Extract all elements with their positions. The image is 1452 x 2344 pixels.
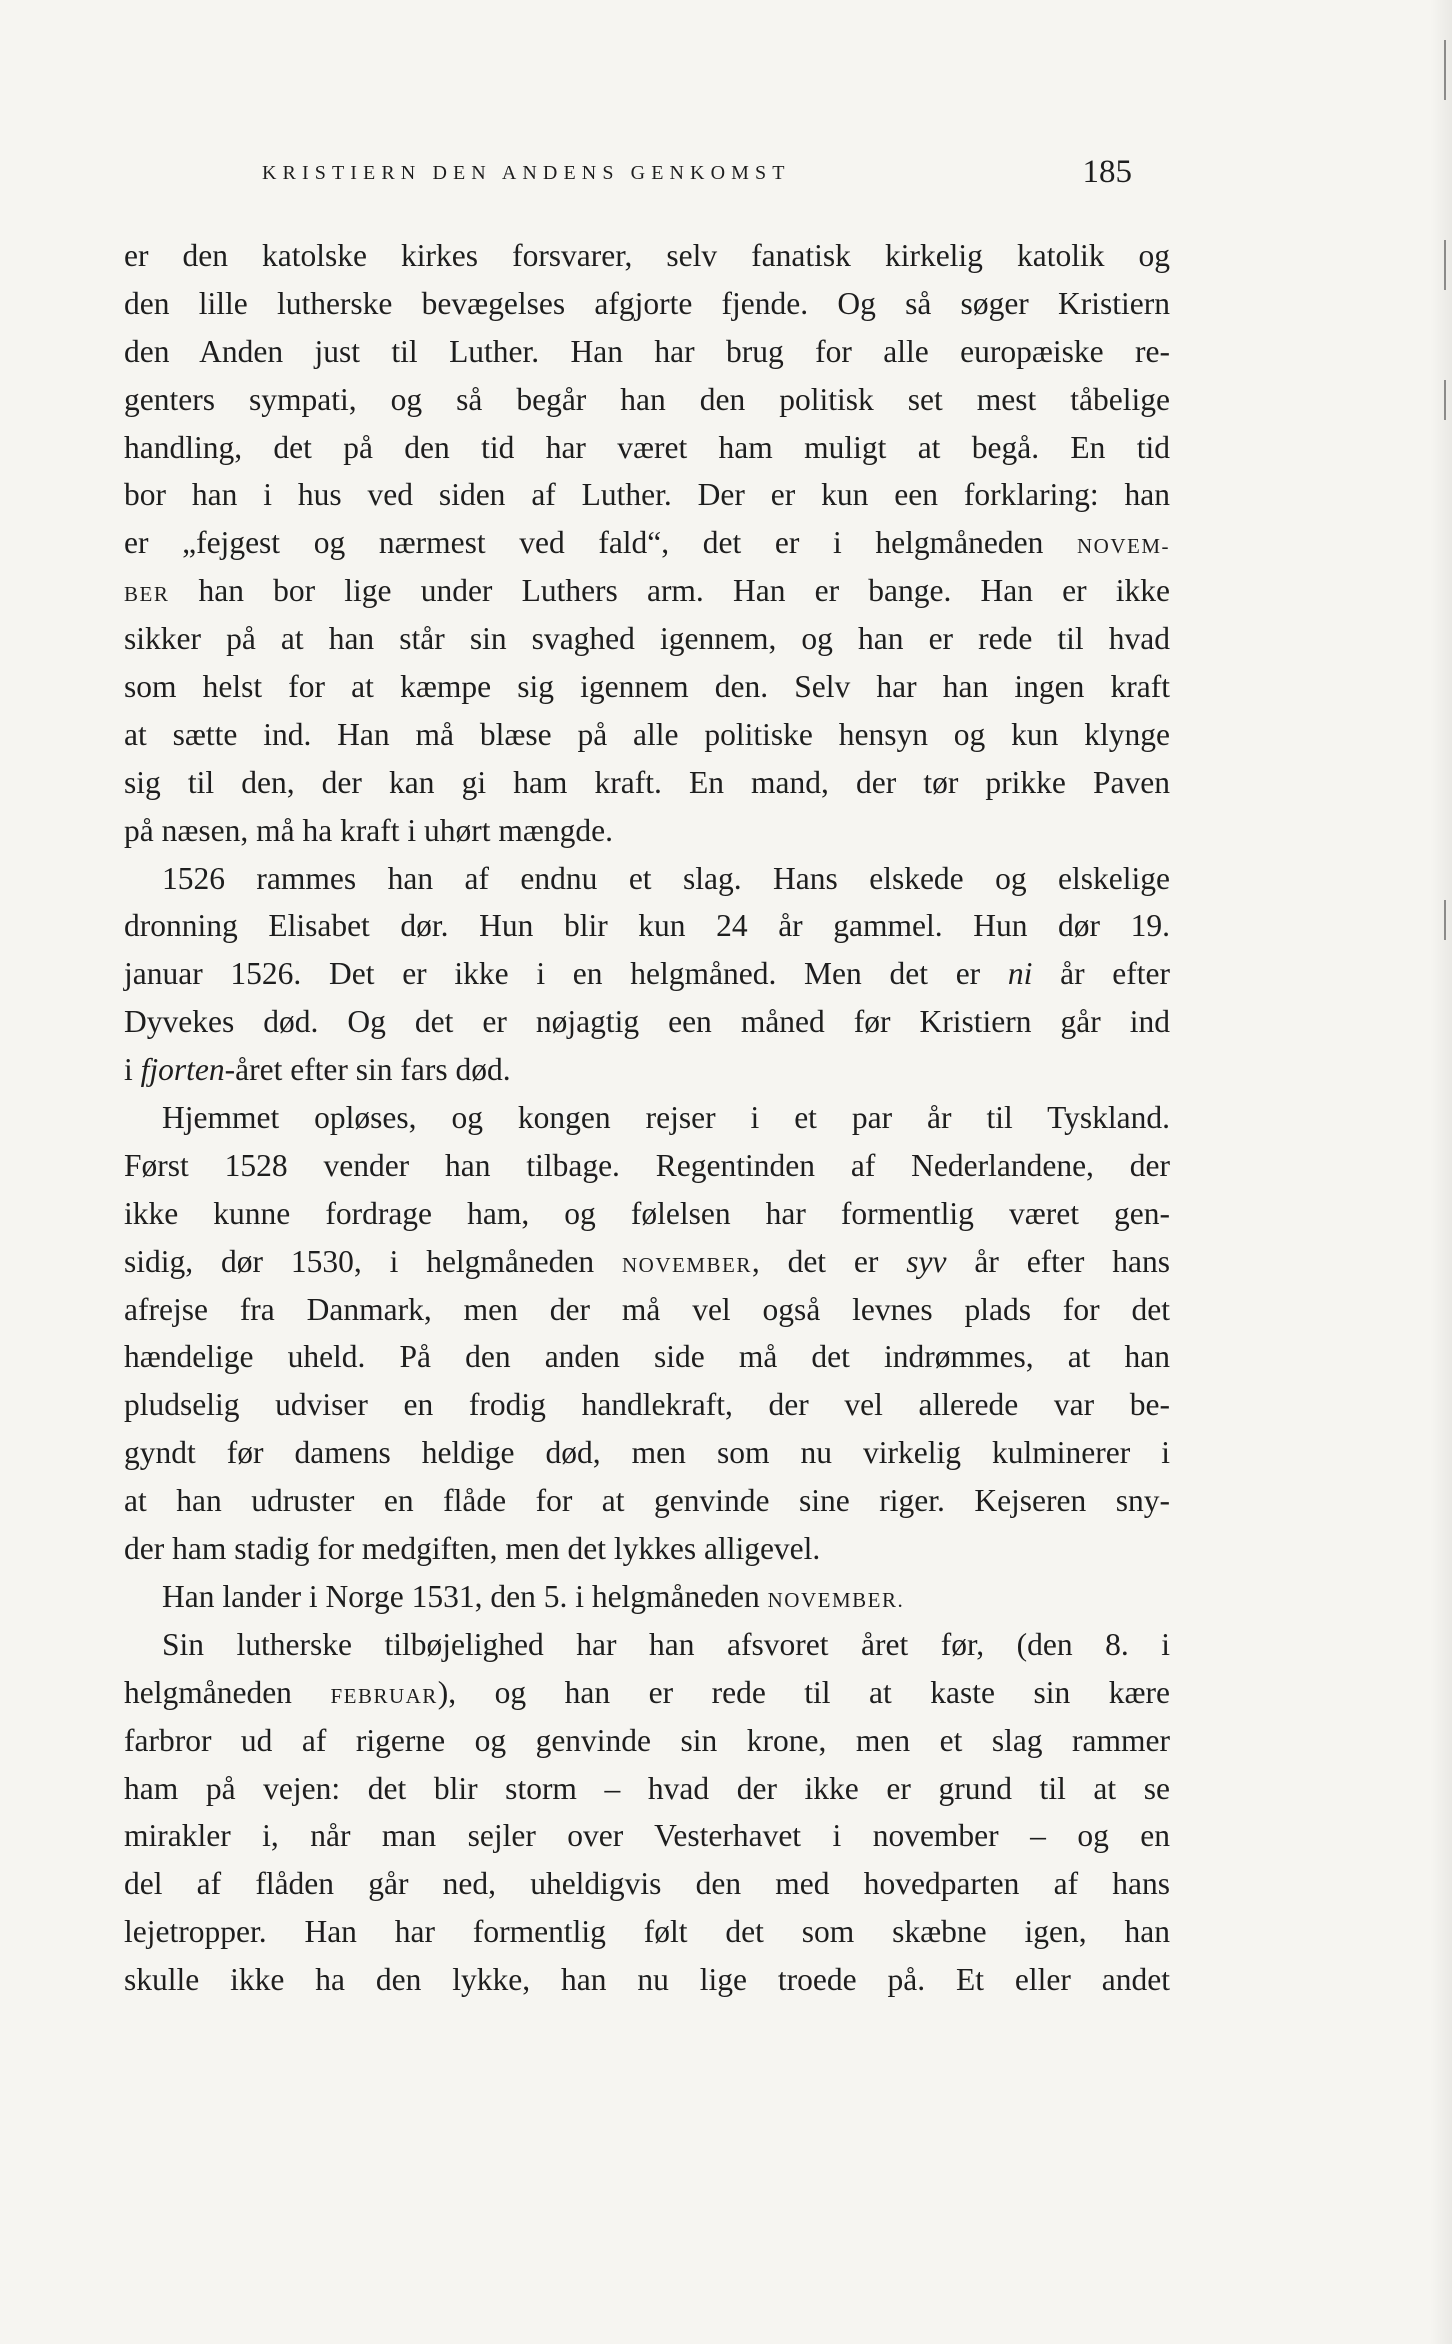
page-edge-shadow	[1430, 0, 1452, 2344]
text-segment: sikker på at han står sin svaghed igennem, og han er rede til hvad	[124, 621, 1170, 657]
text-segment: afrejse fra Danmark, men der må vel også levnes plads for det	[124, 1291, 1170, 1327]
text-line	[124, 1717, 1170, 1765]
text-segment: sidig, dør 1530, i helgmåneden	[124, 1243, 622, 1279]
text-line	[124, 1573, 1170, 1621]
text-line	[124, 1238, 1170, 1286]
text-line	[124, 1812, 1170, 1860]
text-line	[124, 998, 1170, 1046]
text-line	[124, 424, 1170, 472]
text-line	[124, 567, 1170, 615]
small-caps-text: NOVEMBER.	[767, 1587, 905, 1612]
text-line	[124, 328, 1170, 376]
text-line	[124, 950, 1170, 998]
running-head	[262, 156, 1132, 196]
text-segment: pludselig udviser en frodig handlekraft, der vel allerede var be-	[124, 1387, 1170, 1423]
italic-text: fjorten	[140, 1052, 225, 1088]
text-segment: han bor lige under Luthers arm. Han er bange. Han er ikke	[169, 573, 1170, 609]
text-segment: i	[124, 1052, 141, 1088]
small-caps-text: NOVEMBER	[622, 1252, 752, 1277]
text-line	[124, 1381, 1170, 1429]
text-segment: er „fejgest og nærmest ved fald“, det er i helgmåneden	[124, 525, 1077, 561]
text-segment: at han udruster en flåde for at genvinde sine riger. Kejseren sny-	[124, 1483, 1170, 1519]
italic-text: syv	[906, 1243, 947, 1279]
text-segment: hændelige uheld. På den anden side må det indrømmes, at han	[124, 1339, 1170, 1375]
text-segment: helgmåneden	[124, 1674, 331, 1710]
text-line	[124, 1477, 1170, 1525]
text-line	[124, 759, 1170, 807]
text-segment: 1526 rammes han af endnu et slag. Hans elskede og elskelige	[162, 860, 1170, 896]
text-line	[124, 232, 1170, 280]
text-line	[124, 1860, 1170, 1908]
text-segment: ham på vejen: det blir storm – hvad der ikke er grund til at se	[124, 1770, 1170, 1806]
small-caps-text: FEBRUAR	[330, 1683, 438, 1708]
text-segment: Han lander i Norge 1531, den 5. i helgmåneden	[162, 1578, 768, 1614]
text-segment: bor han i hus ved siden af Luther. Der er kun een forklaring: han	[124, 477, 1170, 513]
small-caps-text: NOVEM-	[1077, 534, 1170, 559]
page-edge-mark	[1444, 40, 1446, 100]
text-segment: skulle ikke ha den lykke, han nu lige troede på. Et eller andet	[124, 1962, 1170, 1998]
text-line	[124, 902, 1170, 950]
text-segment: genters sympati, og så begår han den politisk set mest tåbelige	[124, 381, 1170, 417]
text-line	[124, 1669, 1170, 1717]
text-line	[124, 1190, 1170, 1238]
text-line	[124, 1333, 1170, 1381]
text-segment: gyndt før damens heldige død, men som nu virkelig kulminerer i	[124, 1435, 1170, 1471]
text-segment: er den katolske kirkes forsvarer, selv fanatisk kirkelig katolik og	[124, 238, 1170, 273]
text-line	[124, 1046, 1170, 1094]
text-segment: , det er	[751, 1243, 907, 1279]
text-segment: at sætte ind. Han må blæse på alle politiske hensyn og kun klynge	[124, 716, 1170, 752]
small-caps-text: BER	[124, 582, 170, 607]
text-line	[124, 711, 1170, 759]
text-segment: Dyvekes død. Og det er nøjagtig een måned før Kristiern går ind	[124, 1004, 1170, 1040]
text-line	[124, 1094, 1170, 1142]
text-line	[124, 1429, 1170, 1477]
page-edge-mark	[1444, 900, 1446, 940]
text-line	[124, 1908, 1170, 1956]
text-segment: farbror ud af rigerne og genvinde sin krone, men et slag rammer	[124, 1722, 1170, 1758]
text-segment: Først 1528 vender han tilbage. Regentinden af Nederlandene, der	[124, 1147, 1170, 1183]
text-segment: Hjemmet opløses, og kongen rejser i et par år til Tyskland.	[162, 1100, 1170, 1136]
text-segment: handling, det på den tid har været ham muligt at begå. En tid	[124, 429, 1170, 465]
body-text	[124, 232, 1170, 2004]
page-edge-mark	[1444, 240, 1446, 290]
italic-text: ni	[1007, 956, 1033, 992]
text-segment: år efter	[1032, 956, 1171, 992]
text-segment: Sin lutherske tilbøjelighed har han afsvoret året før, (den 8. i	[162, 1626, 1170, 1662]
text-line	[124, 1142, 1170, 1190]
text-segment: -året efter sin fars død.	[224, 1052, 511, 1088]
text-line	[124, 855, 1170, 903]
text-line	[124, 280, 1170, 328]
text-line	[124, 1765, 1170, 1813]
text-segment: januar 1526. Det er ikke i en helgmåned. Men det er	[124, 956, 1008, 992]
text-segment: år efter hans	[946, 1243, 1170, 1279]
text-line	[124, 1525, 1170, 1573]
text-line	[124, 1286, 1170, 1334]
text-line	[124, 663, 1170, 711]
text-line	[124, 1956, 1170, 2004]
text-line	[124, 807, 1170, 855]
text-segment: ), og han er rede til at kaste sin kære	[437, 1674, 1170, 1710]
text-line	[124, 1621, 1170, 1669]
running-title: KRISTIERN DEN ANDENS GENKOMST	[262, 162, 791, 184]
text-segment: på næsen, må ha kraft i uhørt mængde.	[124, 812, 614, 848]
text-segment: den lille lutherske bevægelses afgjorte fjende. Og så søger Kristiern	[124, 285, 1170, 321]
page-number: 185	[1082, 154, 1132, 190]
text-segment: der ham stadig for medgiften, men det lykkes alligevel.	[124, 1531, 821, 1567]
text-segment: mirakler i, når man sejler over Vesterhavet i november – og en	[124, 1818, 1170, 1854]
text-line	[124, 471, 1170, 519]
text-segment: ikke kunne fordrage ham, og følelsen har formentlig været gen-	[124, 1195, 1170, 1231]
text-line	[124, 376, 1170, 424]
text-segment: lejetropper. Han har formentlig følt det som skæbne igen, han	[124, 1914, 1170, 1950]
text-segment: som helst for at kæmpe sig igennem den. Selv har han ingen kraft	[124, 669, 1170, 705]
text-line	[124, 615, 1170, 663]
text-line	[124, 519, 1170, 567]
text-segment: den Anden just til Luther. Han har brug for alle europæiske re-	[124, 333, 1170, 369]
text-segment: del af flåden går ned, uheldigvis den med hovedparten af hans	[124, 1866, 1170, 1902]
page-edge-mark	[1444, 380, 1446, 420]
text-segment: sig til den, der kan gi ham kraft. En mand, der tør prikke Paven	[124, 764, 1170, 800]
text-segment: dronning Elisabet dør. Hun blir kun 24 år gammel. Hun dør 19.	[124, 908, 1170, 944]
